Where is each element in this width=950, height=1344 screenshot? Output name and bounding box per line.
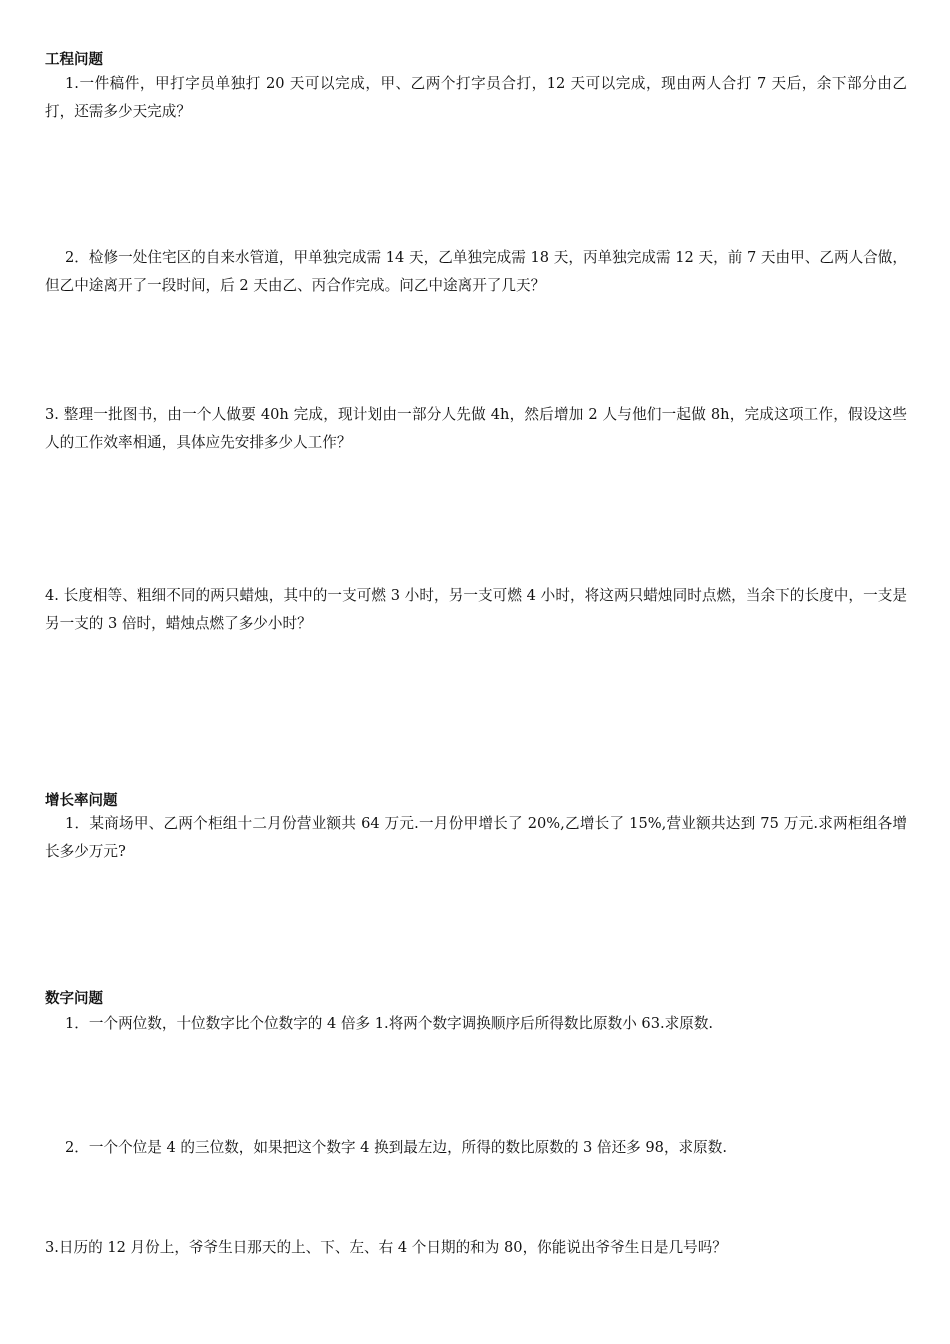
number-problem-3: 3.日历的 12 月份上，爷爷生日那天的上、下、左、右 4 个日期的和为 80，你能说出爷爷生日是几号吗？	[45, 1239, 727, 1256]
engineering-problem-1: 1.一件稿件，甲打字员单独打 20 天可以完成，甲、乙两个打字员合打，12 天可以完成，现由两人合打 7 天后，余下部分由乙打，还需多少天完成？	[45, 75, 907, 120]
engineering-problem-4: 4. 长度相等、粗细不同的两只蜡烛，其中的一支可燃 3 小时，另一支可燃 4 小时，将这两只蜡烛同时点燃，当余下的长度中，一支是另一支的 3 倍时，蜡烛点燃了多少小时？	[45, 587, 907, 632]
engineering-problem-3: 3. 整理一批图书，由一个人做要 40h 完成，现计划由一部分人先做 4h，然后增加 2 人与他们一起做 8h，完成这项工作，假设这些人的工作效率相通，具体应先安排多少人工作？	[45, 406, 907, 451]
engineering-problem-2: 2．检修一处住宅区的自来水管道，甲单独完成需 14 天，乙单独完成需 18 天，丙单独完成需 12 天，前 7 天由甲、乙两人合做，但乙中途离开了一段时间，后 2 天由乙、丙合作完成。问乙中途离开了几天？	[45, 249, 907, 294]
number-problem-2: 2．一个个位是 4 的三位数，如果把这个数字 4 换到最左边，所得的数比原数的 3 倍还多 98，求原数.	[65, 1139, 727, 1156]
section-title-engineering: 工程问题	[45, 52, 103, 68]
number-problem-1: 1．一个两位数，十位数字比个位数字的 4 倍多 1.将两个数字调换顺序后所得数比原数小 63.求原数.	[65, 1015, 714, 1032]
growth-rate-problem-1: 1．某商场甲、乙两个柜组十二月份营业额共 64 万元.一月份甲增长了 20%,乙增长了 15%,营业额共达到 75 万元.求两柜组各增长多少万元?	[45, 815, 907, 860]
section-title-growth-rate: 增长率问题	[45, 793, 118, 809]
section-title-number: 数字问题	[45, 991, 103, 1007]
